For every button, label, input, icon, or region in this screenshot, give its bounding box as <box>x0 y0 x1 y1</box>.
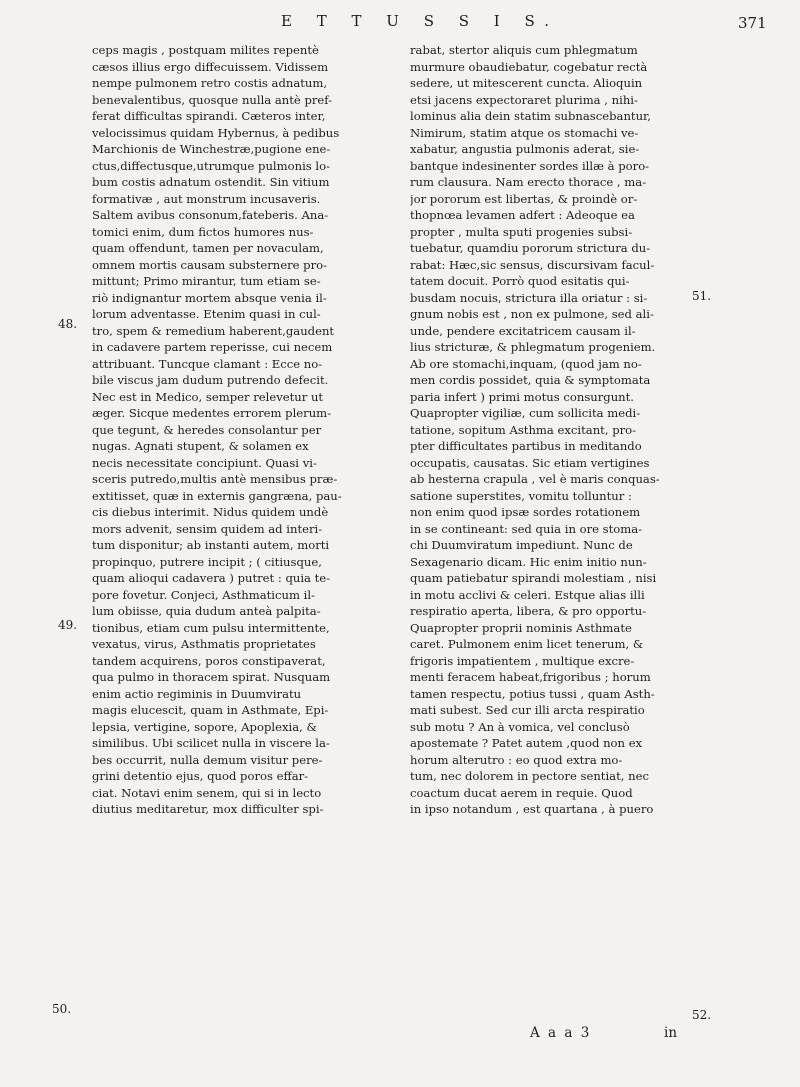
text-line: satione superstites, vomitu tolluntur : <box>410 488 632 503</box>
text-line: bantque indesinenter sordes illæ à poro- <box>410 158 650 173</box>
running-head: E T T U S S I S. <box>281 12 559 30</box>
text-line: in ipso notandum , est quartana , à puero <box>410 802 654 816</box>
text-line: in se contineant: sed quia in ore stoma- <box>410 521 643 536</box>
text-line: sceris putredo,multis antè mensibus præ- <box>92 472 338 486</box>
text-line: jor pororum est libertas, & proindè or- <box>410 191 638 206</box>
catchword: in <box>664 1025 678 1041</box>
text-line: mati subest. Sed cur illi arcta respiratio <box>410 703 645 717</box>
text-line: sub motu ? An à vomica, vel conclusò <box>410 719 630 734</box>
text-line: vexatus, virus, Asthmatis proprietates <box>92 637 316 651</box>
text-line: rabat, stertor aliquis cum phlegmatum <box>410 43 638 57</box>
text-line: tro, spem & remedium haberent,gaudent <box>92 323 335 338</box>
text-line: tatem docuit. Porrò quod esitatis qui- <box>410 274 630 288</box>
text-line: magis elucescit, quam in Asthmate, Epi- <box>92 703 329 717</box>
text-line: attribuant. Tuncque clamant : Ecce no- <box>92 356 323 371</box>
text-line: benevalentibus, quosque nulla antè pref- <box>92 92 333 107</box>
text-line: men cordis possidet, quia & symptomata <box>410 373 651 387</box>
text-line: pter difficultates partibus in meditando <box>410 439 642 453</box>
text-line: unde, pendere excitatricem causam il- <box>410 323 636 338</box>
text-line: Sexagenario dicam. Hic enim initio nun- <box>410 554 647 569</box>
text-line: caret. Pulmonem enim licet tenerum, & <box>410 637 644 651</box>
text-line: enim actio regiminis in Duumviratu <box>92 686 302 701</box>
text-line: ab hesterna crapula , vel è maris conquas- <box>410 472 660 486</box>
text-line: grini detentio ejus, quod poros effar- <box>92 769 309 783</box>
page-number: 371 <box>738 14 767 32</box>
text-line: propinquo, putrere incipit ; ( citiusque, <box>92 554 322 569</box>
text-line: Quapropter vigiliæ, cum sollicita medi- <box>410 406 641 420</box>
text-line: extitisset, quæ in externis gangræna, pau- <box>92 488 342 503</box>
text-line: quam offendunt, tamen per novaculam, <box>92 241 324 255</box>
text-line: tandem acquirens, poros constipaverat, <box>92 653 326 668</box>
text-line: Quapropter proprii nominis Asthmate <box>410 620 632 635</box>
text-line: tionibus, etiam cum pulsu intermittente, <box>92 620 330 635</box>
text-line: riò indignantur mortem absque venia il- <box>92 290 327 305</box>
text-line: lorum adventasse. Etenim quasi in cul- <box>92 307 321 321</box>
text-line: diutius meditaretur, mox difficulter spi- <box>92 802 324 816</box>
text-line: coactum ducat aerem in requie. Quod <box>410 785 633 800</box>
text-line: quam alioqui cadavera ) putret : quia te- <box>92 571 331 585</box>
text-line: tatione, sopitum Asthma excitant, pro- <box>410 422 637 437</box>
text-line: tuebatur, quamdiu pororum strictura du- <box>410 241 651 255</box>
margin-number-51: 51. <box>692 289 712 303</box>
text-line: pore fovetur. Conjeci, Asthmaticum il- <box>92 587 315 602</box>
text-line: murmure obaudiebatur, cogebatur rectà <box>410 59 648 74</box>
text-line: tum disponitur; ab instanti autem, morti <box>92 538 330 552</box>
margin-number-50: 50. <box>52 1002 72 1016</box>
text-line: omnem mortis causam substernere pro- <box>92 257 328 272</box>
text-line: rabat: Hæc,sic sensus, discursivam facul- <box>410 257 655 272</box>
text-line: rum clausura. Nam erecto thorace , ma- <box>410 175 647 189</box>
margin-number-48: 48. <box>58 317 78 331</box>
text-line: propter , multa sputi progenies subsi- <box>410 224 633 239</box>
text-line: Nimirum, statim atque os stomachi ve- <box>410 125 639 140</box>
margin-number-52: 52. <box>692 1008 712 1022</box>
text-line: æger. Sicque medentes errorem plerum- <box>92 406 332 420</box>
text-line: ctus,diffectusque,utrumque pulmonis lo- <box>92 158 331 173</box>
text-line: nugas. Agnati stupent, & solamen ex <box>92 439 309 453</box>
text-line: sedere, ut mitescerent cuncta. Alioquin <box>410 76 643 90</box>
text-line: quam patiebatur spirandi molestiam , nisi <box>410 571 657 585</box>
text-line: xabatur, angustia pulmonis aderat, sie- <box>410 142 640 156</box>
left-text-column <box>92 42 370 818</box>
text-line: Marchionis de Winchestræ,pugione ene- <box>92 142 331 156</box>
text-line: mors advenit, sensim quidem ad interi- <box>92 521 323 536</box>
text-line: velocissimus quidam Hybernus, à pedibus <box>92 125 340 140</box>
text-line: paria infert ) primi motus consurgunt. <box>410 389 634 404</box>
text-line: bes occurrit, nulla demum visitur pere- <box>92 752 323 767</box>
text-line: cis diebus interimit. Nidus quidem undè <box>92 505 329 519</box>
text-line: etsi jacens expectoraret plurima , nihi- <box>410 92 638 107</box>
text-line: bile viscus jam dudum putrendo defecit. <box>92 373 329 387</box>
text-line: ceps magis , postquam milites repentè <box>92 43 319 57</box>
text-line: lepsia, vertigine, sopore, Apoplexia, & <box>92 719 317 734</box>
text-line: formativæ , aut monstrum incusaveris. <box>92 191 321 206</box>
text-line: ciat. Notavi enim senem, qui si in lecto <box>92 785 322 800</box>
text-line: chi Duumviratum impediunt. Nunc de <box>410 538 633 552</box>
text-line: necis necessitate concipiunt. Quasi vi- <box>92 455 317 470</box>
text-line: in cadavere partem reperisse, cui necem <box>92 340 333 354</box>
text-line: Saltem avibus consonum,fateberis. Ana- <box>92 208 329 222</box>
text-line: ferat difficultas spirandi. Cæteros inter, <box>92 109 326 123</box>
text-line: Ab ore stomachi,inquam, (quod jam no- <box>410 356 642 371</box>
text-line: thopnœa levamen adfert : Adeoque ea <box>410 208 635 222</box>
text-line: non enim quod ipsæ sordes rotationem <box>410 505 641 519</box>
signature-mark: A a a 3 <box>530 1025 592 1041</box>
text-line: tamen respectu, potius tussi , quam Asth- <box>410 686 655 701</box>
text-line: similibus. Ubi scilicet nulla in viscere la- <box>92 736 330 750</box>
margin-number-49: 49. <box>58 618 78 632</box>
text-line: gnum nobis est , non ex pulmone, sed ali- <box>410 307 654 321</box>
text-line: apostemate ? Patet autem ,quod non ex <box>410 736 643 750</box>
right-text-column <box>410 42 686 818</box>
text-line: qua pulmo in thoracem spirat. Nusquam <box>92 670 331 684</box>
text-line: que tegunt, & heredes consolantur per <box>92 422 322 437</box>
text-line: horum alterutro : eo quod extra mo- <box>410 752 623 767</box>
text-line: lius stricturæ, & phlegmatum progeniem. <box>410 340 656 354</box>
text-line: busdam nocuis, strictura illa oriatur : si- <box>410 290 648 305</box>
text-line: nempe pulmonem retro costis adnatum, <box>92 76 328 90</box>
text-line: frigoris impatientem , multique excre- <box>410 653 635 668</box>
text-line: menti feracem habeat,frigoribus ; horum <box>410 670 651 684</box>
text-line: bum costis adnatum ostendit. Sin vitium <box>92 175 330 189</box>
text-line: in motu acclivi & celeri. Estque alias illi <box>410 587 645 602</box>
text-line: occupatis, causatas. Sic etiam vertigines <box>410 455 650 470</box>
text-line: mittunt; Primo mirantur, tum etiam se- <box>92 274 321 288</box>
text-line: respiratio aperta, libera, & pro opportu- <box>410 604 647 618</box>
text-line: lum obiisse, quia dudum anteà palpita- <box>92 604 321 618</box>
text-line: tomici enim, dum fictos humores nus- <box>92 224 314 239</box>
text-line: tum, nec dolorem in pectore sentiat, nec <box>410 769 649 783</box>
text-line: cæsos illius ergo diffecuissem. Vidissem <box>92 59 329 74</box>
text-line: lominus alia dein statim subnascebantur, <box>410 109 651 123</box>
text-line: Nec est in Medico, semper relevetur ut <box>92 389 324 404</box>
